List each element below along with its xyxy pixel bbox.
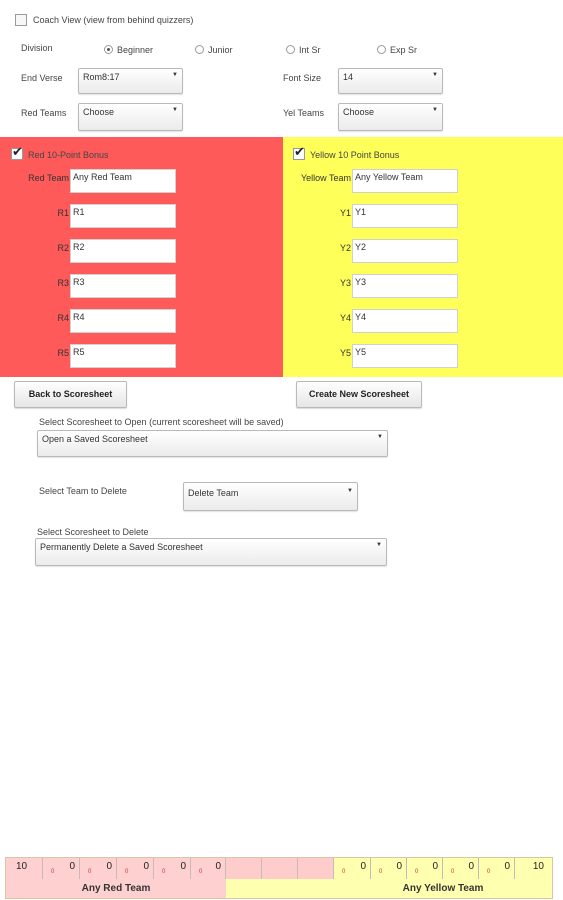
yellow-quizzer-3-field[interactable]: Y3 [352,274,458,298]
font-size-label: Font Size [283,73,322,83]
quizzer-label: R5 [57,348,69,358]
division-beginner-label: Beginner [117,45,154,55]
yel-teams-select[interactable] [338,103,443,131]
create-new-scoresheet-button[interactable]: Create New Scoresheet [296,381,422,408]
dropdown-arrow-icon: ▼ [432,72,438,78]
quizzer-label: Y4 [339,313,351,323]
font-size-select[interactable] [338,68,443,94]
dropdown-arrow-icon: ▼ [172,72,178,78]
coach-view-checkbox[interactable] [15,14,27,26]
yellow-team-label: Yellow Team [300,173,351,183]
red-score-cell: 0 0 [191,858,226,879]
quizzer-label: Y3 [339,278,351,288]
quizzer-label: Y5 [339,348,351,358]
quizzer-label: Y1 [339,208,351,218]
quizzer-label: R2 [57,243,69,253]
open-scoresheet-select[interactable] [37,430,388,457]
yellow-score-cell: 0 0 [371,858,407,879]
red-score-cell: 0 0 [80,858,117,879]
division-int-sr-radio[interactable] [286,45,295,54]
yel-teams-label: Yel Teams [283,108,325,118]
yellow-score-cell: 0 0 [334,858,371,879]
yellow-bonus-label: Yellow 10 Point Bonus [310,150,400,160]
empty-score-cell [262,858,298,879]
yellow-team-name: Any Yellow Team [402,883,484,894]
red-team-name-field[interactable]: Any Red Team [70,169,176,193]
open-scoresheet-label: Select Scoresheet to Open (current scoresheet will be saved) [39,417,284,427]
delete-team-select[interactable] [183,482,358,511]
quizzer-label: Y2 [339,243,351,253]
yellow-score-cell: 0 0 [479,858,515,879]
division-beginner-radio[interactable] [104,45,113,54]
yellow-score-cell: 0 0 [443,858,479,879]
back-to-scoresheet-button[interactable]: Back to Scoresheet [14,381,127,408]
dropdown-arrow-icon: ▼ [376,542,382,548]
division-label: Division [21,43,53,53]
red-score-cell: 0 0 [43,858,80,879]
dropdown-arrow-icon: ▼ [377,434,383,440]
dropdown-arrow-icon: ▼ [172,107,178,113]
red-quizzer-2-field[interactable]: R2 [70,239,176,263]
delete-scoresheet-value: Permanently Delete a Saved Scoresheet [40,542,203,552]
empty-score-cell [226,858,262,879]
end-verse-label: End Verse [21,73,63,83]
red-score-cell: 10 [6,858,43,879]
font-size-value: 14 [343,72,354,82]
red-score-cell: 0 0 [117,858,154,879]
red-score-cell: 0 0 [154,858,191,879]
coach-view-label: Coach View (view from behind quizzers) [33,15,194,25]
red-team-name: Any Red Team [81,883,151,894]
yel-teams-value: Choose [343,107,375,117]
red-teams-label: Red Teams [21,108,67,118]
red-quizzer-1-field[interactable]: R1 [70,204,176,228]
yellow-quizzer-2-field[interactable]: Y2 [352,239,458,263]
red-quizzer-5-field[interactable]: R5 [70,344,176,368]
red-bonus-checkbox[interactable] [11,148,23,160]
red-quizzer-4-field[interactable]: R4 [70,309,176,333]
delete-scoresheet-label: Select Scoresheet to Delete [37,527,149,537]
division-int-sr-label: Int Sr [299,45,321,55]
red-teams-select[interactable] [78,103,183,131]
dropdown-arrow-icon: ▼ [432,107,438,113]
delete-scoresheet-select[interactable] [35,538,387,566]
yellow-quizzer-4-field[interactable]: Y4 [352,309,458,333]
red-team-label: Red Team [28,173,69,183]
red-quizzer-3-field[interactable]: R3 [70,274,176,298]
delete-team-value: Delete Team [188,488,239,498]
quizzer-label: R4 [57,313,69,323]
division-exp-sr-label: Exp Sr [390,45,418,55]
division-junior-label: Junior [208,45,233,55]
yellow-score-cell: 0 0 [407,858,443,879]
yellow-bonus-checkbox[interactable] [293,148,305,160]
score-bar [5,857,553,899]
division-exp-sr-radio[interactable] [377,45,386,54]
score-gap-row [226,879,334,898]
yellow-score-cell: 10 [532,861,544,872]
yellow-quizzer-1-field[interactable]: Y1 [352,204,458,228]
quizzer-label: R3 [57,278,69,288]
end-verse-select[interactable] [78,68,183,94]
red-bonus-label: Red 10-Point Bonus [28,150,109,160]
yellow-quizzer-5-field[interactable]: Y5 [352,344,458,368]
end-verse-value: Rom8:17 [83,72,120,82]
quizzer-label: R1 [57,208,69,218]
dropdown-arrow-icon: ▼ [347,488,353,494]
yellow-team-name-field[interactable]: Any Yellow Team [352,169,458,193]
division-junior-radio[interactable] [195,45,204,54]
open-scoresheet-value: Open a Saved Scoresheet [42,434,148,444]
delete-team-label: Select Team to Delete [39,486,127,496]
red-teams-value: Choose [83,107,115,117]
empty-score-cell [298,858,334,879]
